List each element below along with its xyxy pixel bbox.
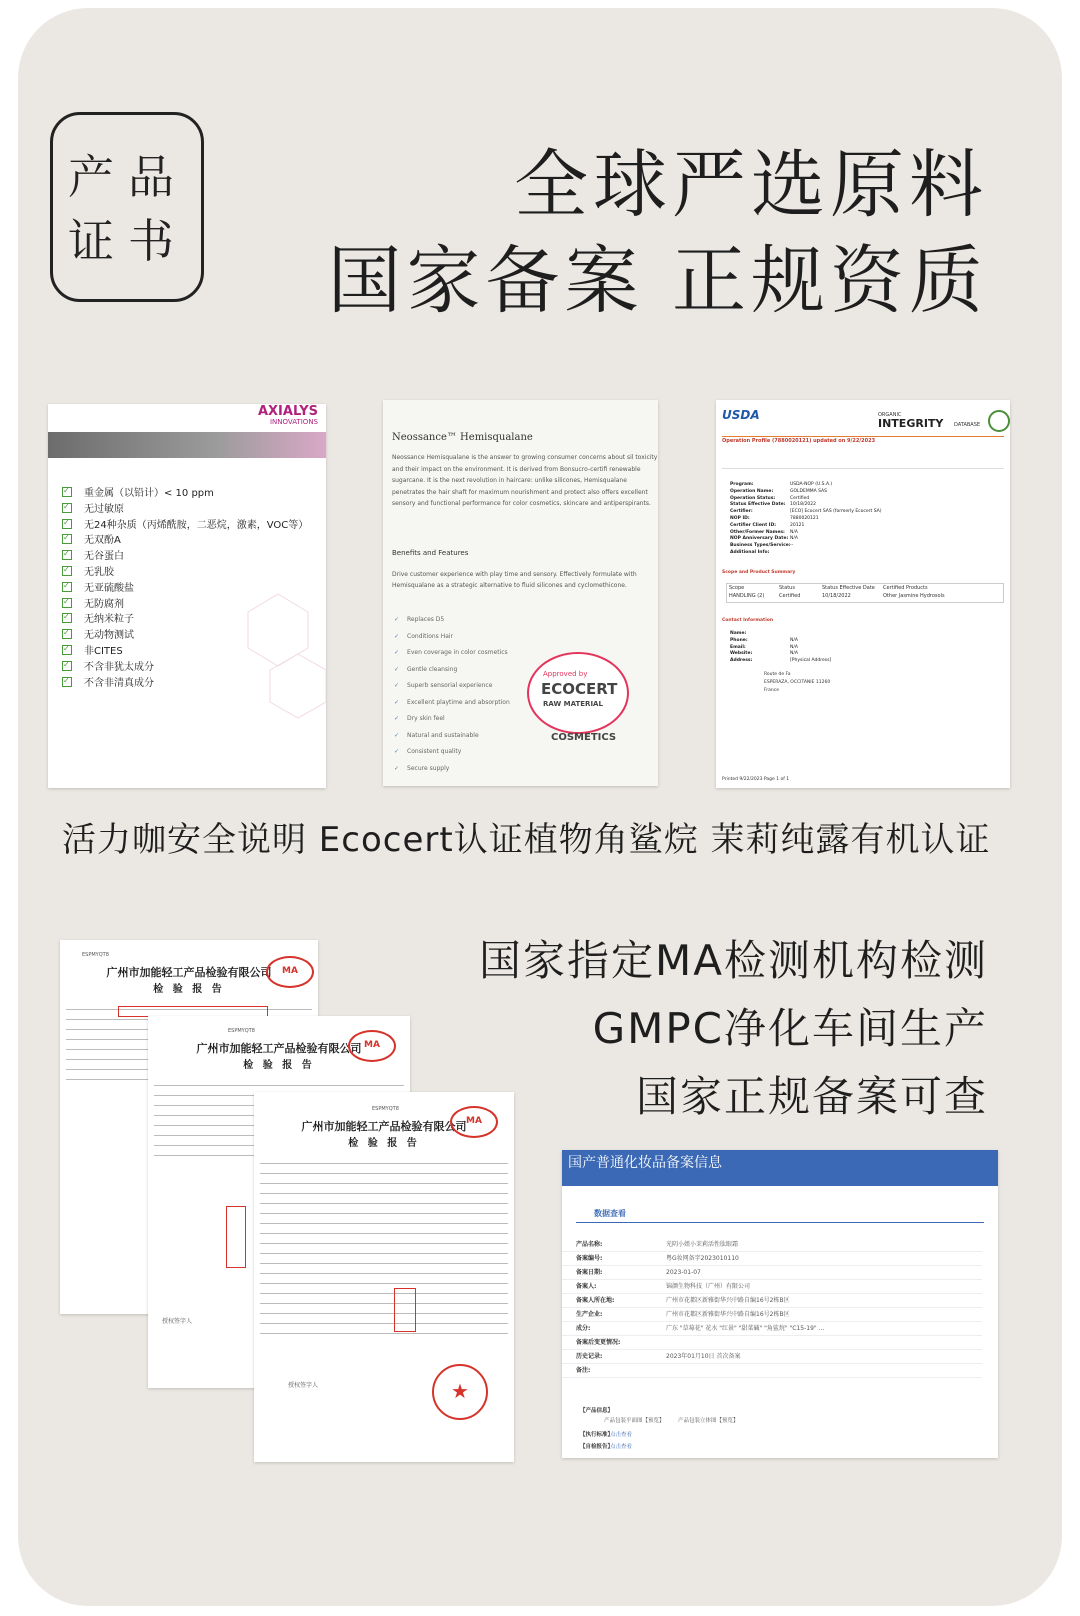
registry-value: 光阴小姐小茉莉活性肽眼霜	[666, 1241, 739, 1248]
highlight-box	[226, 1206, 246, 1268]
ecocert-cosmetics: COSMETICS	[551, 732, 617, 743]
registry-row	[562, 1364, 982, 1378]
address-line: ESPERAZA, OCCITANIE 11260	[764, 680, 831, 685]
field-label: NOP ID:	[730, 515, 750, 521]
check-list-text: 无动物测试	[84, 630, 134, 642]
registry-key: 成分:	[576, 1325, 591, 1332]
scope-title: Scope and Product Summary	[722, 570, 796, 575]
checkbox-icon	[62, 629, 72, 639]
field-value: N/A	[790, 529, 798, 535]
scope-h3: Certified Products	[883, 585, 928, 591]
checkbox-icon	[62, 534, 72, 544]
check-list-text: 无24种杂质（丙烯酰胺，二恶烷，激素，VOC等）	[84, 519, 309, 531]
benefit-item	[394, 678, 510, 695]
report-org: 广州市加能轻工产品检验有限公司	[301, 1120, 467, 1133]
field-label: Additional Info:	[730, 549, 770, 555]
benefit-text: Excellent playtime and absorption	[407, 698, 510, 706]
checkmark-icon: ✓	[394, 649, 400, 656]
checkbox-icon	[62, 566, 72, 576]
registry-row	[562, 1238, 982, 1252]
registry-key: 备案人所在地:	[576, 1297, 615, 1304]
highlight-box	[394, 1288, 416, 1332]
benefit-text: Replaces D5	[407, 616, 445, 623]
check-list-item	[62, 533, 308, 549]
report-number: ESPMYQT8	[228, 1028, 255, 1034]
contact-title: Contact Information	[722, 618, 774, 623]
registry-key: 备案编号:	[576, 1255, 603, 1262]
field-label: Program:	[730, 482, 754, 487]
field-row	[730, 482, 881, 489]
checkmark-icon: ✓	[394, 665, 400, 673]
ecocert-logo	[527, 652, 629, 734]
official-seal: ★	[432, 1364, 488, 1420]
field-row	[730, 543, 881, 550]
check-list-text: 无双酚A	[84, 535, 121, 547]
registry-row	[562, 1294, 982, 1308]
exec-standard-label: 【执行标准】	[580, 1432, 614, 1438]
check-list-item	[62, 486, 308, 502]
address-lines	[764, 671, 830, 695]
field-value: 7880020121	[790, 515, 819, 521]
contact-fields	[730, 631, 831, 665]
address-line: Route de Fa	[764, 672, 791, 677]
scope-c2: 10/18/2022	[822, 593, 851, 599]
registry-row	[562, 1252, 982, 1266]
report-rows	[254, 1163, 514, 1334]
registry-row	[562, 1266, 982, 1280]
field-value: [Physical Address]	[790, 658, 832, 664]
report-title: 检 验 报 告	[348, 1138, 420, 1149]
registry-value: 2023-01-07	[666, 1269, 701, 1276]
field-label: Phone:	[730, 637, 748, 643]
axialys-logo: AXIALYS	[257, 404, 318, 419]
checkmark-icon: ✓	[394, 698, 400, 706]
field-value: N/A	[790, 651, 798, 657]
self-check-link[interactable]: 点击查看	[610, 1444, 633, 1450]
report-number: ESPMYQT8	[82, 952, 109, 958]
benefits-description: Drive customer experience with play time and sensory. Effectively formulate with Hemisqualane as a strategic alternative to fluid silicones and cyclomethicone.	[392, 571, 637, 589]
ecocert-name: ECOCERT	[541, 680, 618, 698]
report-org: 广州市加能轻工产品检验有限公司	[196, 1042, 362, 1055]
field-value: N/A	[790, 536, 798, 542]
packaging-link-1[interactable]: 产品包装平面图【预览】	[604, 1418, 665, 1424]
benefit-text: Dry skin feel	[407, 715, 445, 722]
hexagon-decoration	[228, 574, 326, 734]
registry-key: 备案后变更情况:	[576, 1339, 621, 1346]
benefit-item	[394, 695, 510, 712]
scope-h1: Status	[779, 585, 795, 591]
registry-header: 国产普通化妆品备案信息	[562, 1150, 998, 1186]
registry-key: 备案日期:	[576, 1269, 603, 1276]
badge-line-1: 产品	[68, 150, 188, 204]
ma-stamp: MA	[348, 1030, 396, 1062]
benefit-text: Even coverage in color cosmetics	[407, 649, 508, 656]
certificates-caption: 活力咖安全说明 Ecocert认证植物角鲨烷 茉莉纯露有机认证	[62, 820, 991, 860]
checkbox-icon	[62, 550, 72, 560]
field-value: GOLDEMMA SAS	[790, 488, 827, 494]
packaging-link-2[interactable]: 产品包装立体图【预览】	[678, 1418, 739, 1424]
scope-h0: Scope	[729, 585, 745, 591]
operation-profile-heading: Operation Profile (7880020121) updated on 9/22/2023	[722, 438, 876, 444]
check-list-text: 不含非犹太成分	[84, 661, 154, 673]
checkbox-icon	[62, 598, 72, 608]
integrity-logo: INTEGRITY	[878, 417, 944, 430]
address-line: France	[764, 688, 779, 693]
registry-value: 广州市花都区新雅街华兴中路自编16号2栋B区	[666, 1297, 790, 1304]
neossance-description: Neossance Hemisqualane is the answer to growing consumer concerns about sil toxicity and their impact on the environment. It is derived from Bonsucro-certifi renewable sugarcane. It is the next revolution in haircare: unlike silicones, Hemisqualane penetrates the hair shaft for maximum nourishment and protect also offers excellent sensory and functional performance for color cosmetics, skincare and antiperspirants.	[392, 454, 658, 507]
check-list-item	[62, 502, 308, 518]
check-list-text: 无防腐剂	[84, 598, 124, 610]
product-certificate-badge	[50, 112, 204, 302]
registry-row	[562, 1336, 982, 1350]
usda-logo: USDA	[722, 408, 760, 422]
checkbox-icon	[62, 645, 72, 655]
check-list-text: 无乳胶	[84, 566, 114, 578]
check-list-text: 非CITES	[84, 645, 123, 657]
benefit-text: Consistent quality	[407, 748, 462, 755]
field-row	[730, 550, 881, 557]
check-list-text: 无纳米粒子	[84, 614, 134, 626]
registry-row	[562, 1350, 982, 1364]
checkmark-icon: ✓	[394, 731, 400, 739]
scope-c1: Certified	[779, 593, 801, 599]
neossance-title: Neossance™ Hemisqualane	[392, 432, 533, 443]
checkbox-icon	[62, 503, 72, 513]
signer: 授权签字人	[288, 1382, 319, 1389]
check-list-text: 重金属（以铅计）< 10 ppm	[84, 488, 214, 499]
scope-h2: Status Effective Date	[822, 585, 875, 591]
field-label: Business Types/Service:	[730, 543, 791, 549]
cosmetics-registry-screenshot	[562, 1150, 998, 1458]
checkbox-icon	[62, 677, 72, 687]
checkmark-icon: ✓	[394, 682, 400, 689]
registry-value: 2023年01月10日 首次备案	[666, 1353, 741, 1360]
ecocert-approved: Approved by	[543, 670, 588, 678]
registry-key: 历史记录:	[576, 1353, 603, 1360]
field-value: N/A	[790, 644, 798, 650]
benefit-item	[394, 662, 510, 679]
field-value: Certified	[790, 495, 810, 501]
check-list-text: 无亚硫酸盐	[84, 582, 134, 594]
registry-key: 生产企业:	[576, 1311, 603, 1318]
usda-organic-seal	[988, 410, 1010, 432]
benefit-item	[394, 711, 510, 728]
ma-testing-line: 国家指定MA检测机构检测	[479, 936, 988, 985]
benefits-list	[394, 612, 510, 777]
field-value: --	[790, 543, 794, 549]
ma-stamp: MA	[450, 1106, 498, 1138]
usda-footer: Printed 9/22/2023 Page 1 of 1	[722, 777, 790, 782]
field-row	[730, 638, 831, 645]
check-list-item	[62, 518, 308, 534]
benefit-item	[394, 761, 510, 778]
tab-underline	[576, 1222, 984, 1223]
field-label: Certifier:	[730, 509, 753, 515]
check-list-text: 不含非清真成分	[84, 677, 154, 689]
field-row	[730, 509, 881, 516]
field-label: Website:	[730, 651, 753, 657]
axialys-logo-sub: INNOVATIONS	[269, 418, 318, 426]
benefit-text: Secure supply	[407, 764, 450, 772]
check-list-text: 无谷蛋白	[84, 551, 124, 563]
checkbox-icon	[62, 487, 72, 497]
field-value: [ECO] Ecocert SAS (formerly Ecocert SA)	[790, 509, 882, 515]
benefit-text: Conditions Hair	[407, 632, 454, 640]
scope-c3: Other Jasmine Hydrosols	[883, 593, 945, 599]
operation-fields	[730, 482, 881, 557]
checkbox-icon	[62, 661, 72, 671]
integrity-small: ORGANIC	[878, 412, 902, 418]
field-row	[730, 523, 881, 530]
registry-key: 备案人:	[576, 1283, 597, 1290]
registry-row	[562, 1308, 982, 1322]
report-title: 检 验 报 告	[243, 1060, 315, 1071]
inspection-report-front	[254, 1092, 514, 1462]
registry-value: 广州市花都区新雅街华兴中路自编16号2栋B区	[666, 1311, 790, 1318]
registry-key: 备注:	[576, 1367, 591, 1374]
self-check-label: 【自检报告】	[580, 1444, 614, 1450]
benefit-item	[394, 629, 510, 646]
orange-rule	[722, 436, 1004, 437]
field-value: USDA-NOP (U.S.A.)	[790, 482, 833, 487]
field-label: Operation Status:	[730, 495, 776, 501]
registry-row	[562, 1280, 982, 1294]
benefits-title: Benefits and Features	[392, 549, 469, 557]
field-row	[730, 489, 881, 496]
benefit-item	[394, 744, 510, 761]
field-label: NOP Anniversary Date:	[730, 536, 789, 542]
divider	[722, 468, 1004, 469]
registry-table	[562, 1238, 982, 1378]
checkmark-icon: ✓	[394, 715, 400, 722]
gmpc-line: GMPC净化车间生产	[592, 1004, 988, 1053]
benefit-text: Superb sensorial experience	[407, 682, 493, 689]
benefit-text: Natural and sustainable	[407, 731, 479, 739]
field-label: Status Effective Date:	[730, 502, 786, 508]
ma-stamp: MA	[266, 956, 314, 988]
report-number: ESPMYQT8	[372, 1106, 399, 1112]
registry-value: 锦颜生物科技（广州）有限公司	[666, 1283, 751, 1290]
field-value: N/A	[790, 637, 798, 643]
scope-c0: HANDLING (2)	[729, 593, 765, 599]
check-list-item	[62, 549, 308, 565]
scope-table	[726, 583, 1004, 603]
product-info-label: 【产品信息】	[580, 1408, 614, 1414]
checkmark-icon: ✓	[394, 748, 400, 755]
field-label: Operation Name:	[730, 488, 774, 494]
checkmark-icon: ✓	[394, 764, 400, 772]
field-value: 20121	[790, 522, 805, 528]
registry-tab[interactable]: 数据查看	[594, 1209, 626, 1218]
field-label: Other/Former Names:	[730, 529, 785, 535]
field-label: Address:	[730, 658, 753, 664]
field-row	[730, 631, 831, 638]
checkbox-icon	[62, 613, 72, 623]
database-label: DATABASE	[954, 422, 981, 428]
field-row	[730, 516, 881, 523]
registry-value: 粤G妆网备字2023010110	[666, 1255, 739, 1262]
registry-key: 产品名称:	[576, 1241, 603, 1248]
benefit-item	[394, 728, 510, 745]
registry-row	[562, 1322, 982, 1336]
benefit-text: Gentle cleansing	[407, 665, 458, 673]
signer: 授权签字人	[162, 1318, 193, 1325]
benefit-item	[394, 645, 510, 662]
field-label: Email:	[730, 644, 746, 650]
field-label: Certifier Client ID:	[730, 522, 777, 528]
checkbox-icon	[62, 519, 72, 529]
checkbox-icon	[62, 582, 72, 592]
headline-line-1: 全球严选原料	[514, 142, 988, 228]
neossance-document	[383, 400, 658, 786]
badge-line-2: 证书	[68, 214, 188, 268]
ecocert-raw: RAW MATERIAL	[543, 700, 603, 708]
field-label: Name:	[730, 631, 747, 636]
usda-organic-certificate	[716, 400, 1010, 788]
checkmark-icon: ✓	[394, 632, 400, 640]
axialys-safety-document	[48, 404, 326, 788]
headline-line-2: 国家备案 正规资质	[327, 238, 988, 324]
field-row	[730, 658, 831, 665]
registry-value: 广东 "草莓花" 花水 "红景" "甜菜碱" "角鲨烷" "C15-19" ...	[666, 1325, 825, 1332]
benefit-item	[394, 612, 510, 629]
report-title: 检 验 报 告	[153, 984, 225, 995]
exec-standard-link[interactable]: 点击查看	[610, 1432, 633, 1438]
registration-line: 国家正规备案可查	[635, 1072, 988, 1121]
checkmark-icon: ✓	[394, 616, 400, 623]
check-list-text: 无过敏原	[84, 503, 124, 515]
field-value: 10/18/2022	[790, 502, 816, 508]
report-org: 广州市加能轻工产品检验有限公司	[106, 966, 272, 979]
axialys-header-band	[48, 432, 326, 458]
